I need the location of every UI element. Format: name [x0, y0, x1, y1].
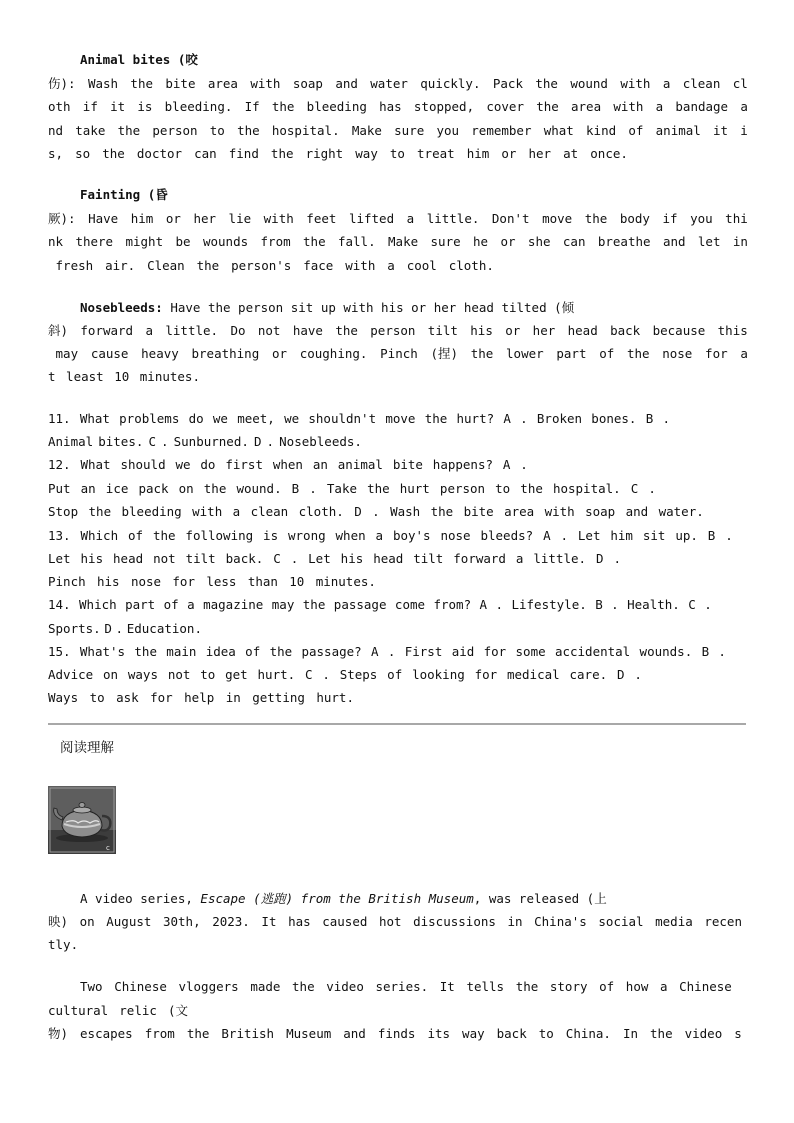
question-line: Let his head not tilt back. C . Let his head tilt forward a little. D . — [48, 551, 621, 566]
fainting-line: nk there might be wounds from the fall. Make sure he or she can breathe and let in — [48, 234, 748, 249]
fainting-line: fresh air. Clean the person's face with a cool cloth. — [48, 258, 494, 273]
question-line: 14. Which part of a magazine may the passage come from? A . Lifestyle. B . Health. C . — [48, 597, 712, 612]
teapot-image — [48, 786, 116, 854]
fainting-line: 厥): Have him or her lie with feet lifted a little. Don't move the body if you thi — [48, 211, 748, 226]
svg-text:c: c — [106, 844, 110, 852]
animal-bites-heading: Animal bites (咬 — [80, 52, 198, 67]
question-line: 12. What should we do first when an animal bite happens? A . — [48, 457, 528, 472]
nosebleeds-line: may cause heavy breathing or coughing. Pinch (捏) the lower part of the nose for a — [48, 346, 748, 361]
reading-line: A video series, Escape (逃跑) from the British Museum, was released (上 — [80, 891, 607, 906]
fainting-heading: Fainting (昏 — [80, 187, 168, 202]
question-line: Ways to ask for help in getting hurt. — [48, 690, 354, 705]
question-line: 11. What problems do we meet, we shouldn't move the hurt? A . Broken bones. B . — [48, 411, 670, 426]
nosebleeds-line: 斜) forward a little. Do not have the person tilt his or her head back because this — [48, 323, 748, 338]
reading-line: tly. — [48, 937, 79, 952]
animal-bites-line: 伤): Wash the bite area with soap and water quickly. Pack the wound with a clean cl — [48, 76, 748, 91]
animal-bites-line: s, so the doctor can find the right way to treat him or her at once. — [48, 146, 628, 161]
reading-line: 物) escapes from the British Museum and finds its way back to China. In the video s — [48, 1026, 742, 1041]
animal-bites-line: oth if it is bleeding. If the bleeding has stopped, cover the area with a bandage a — [48, 99, 748, 114]
video-title: Escape (逃跑) from the British Museum — [200, 891, 474, 906]
reading-line: Two Chinese vloggers made the video series. It tells the story of how a Chinese — [80, 979, 732, 994]
question-line: Put an ice pack on the wound. B . Take the hurt person to the hospital. C . — [48, 481, 656, 496]
section-title: 阅读理解 — [60, 740, 114, 756]
reading-line: 映) on August 30th, 2023. It has caused hot discussions in China's social media recen — [48, 914, 742, 929]
question-line: 13. Which of the following is wrong when a boy's nose bleeds? A . Let him sit up. B . — [48, 528, 733, 543]
question-line: Stop the bleeding with a clean cloth. D . Wash the bite area with soap and water. — [48, 504, 704, 519]
section-divider — [48, 723, 746, 725]
nosebleeds-heading: Nosebleeds: Have the person sit up with his or her head tilted (倾 — [80, 300, 575, 315]
question-line: Sports. D . Education. — [48, 621, 202, 636]
reading-line: cultural relic (文 — [48, 1003, 188, 1018]
question-line: Animal bites. C . Sunburned. D . Nosebleeds. — [48, 434, 362, 449]
question-line: Advice on ways not to get hurt. C . Steps of looking for medical care. D . — [48, 667, 642, 682]
question-line: 15. What's the main idea of the passage? A . First aid for some accidental wounds. B . — [48, 644, 726, 659]
animal-bites-line: nd take the person to the hospital. Make sure you remember what kind of animal it i — [48, 123, 748, 138]
question-line: Pinch his nose for less than 10 minutes. — [48, 574, 376, 589]
nosebleeds-line: t least 10 minutes. — [48, 369, 200, 384]
